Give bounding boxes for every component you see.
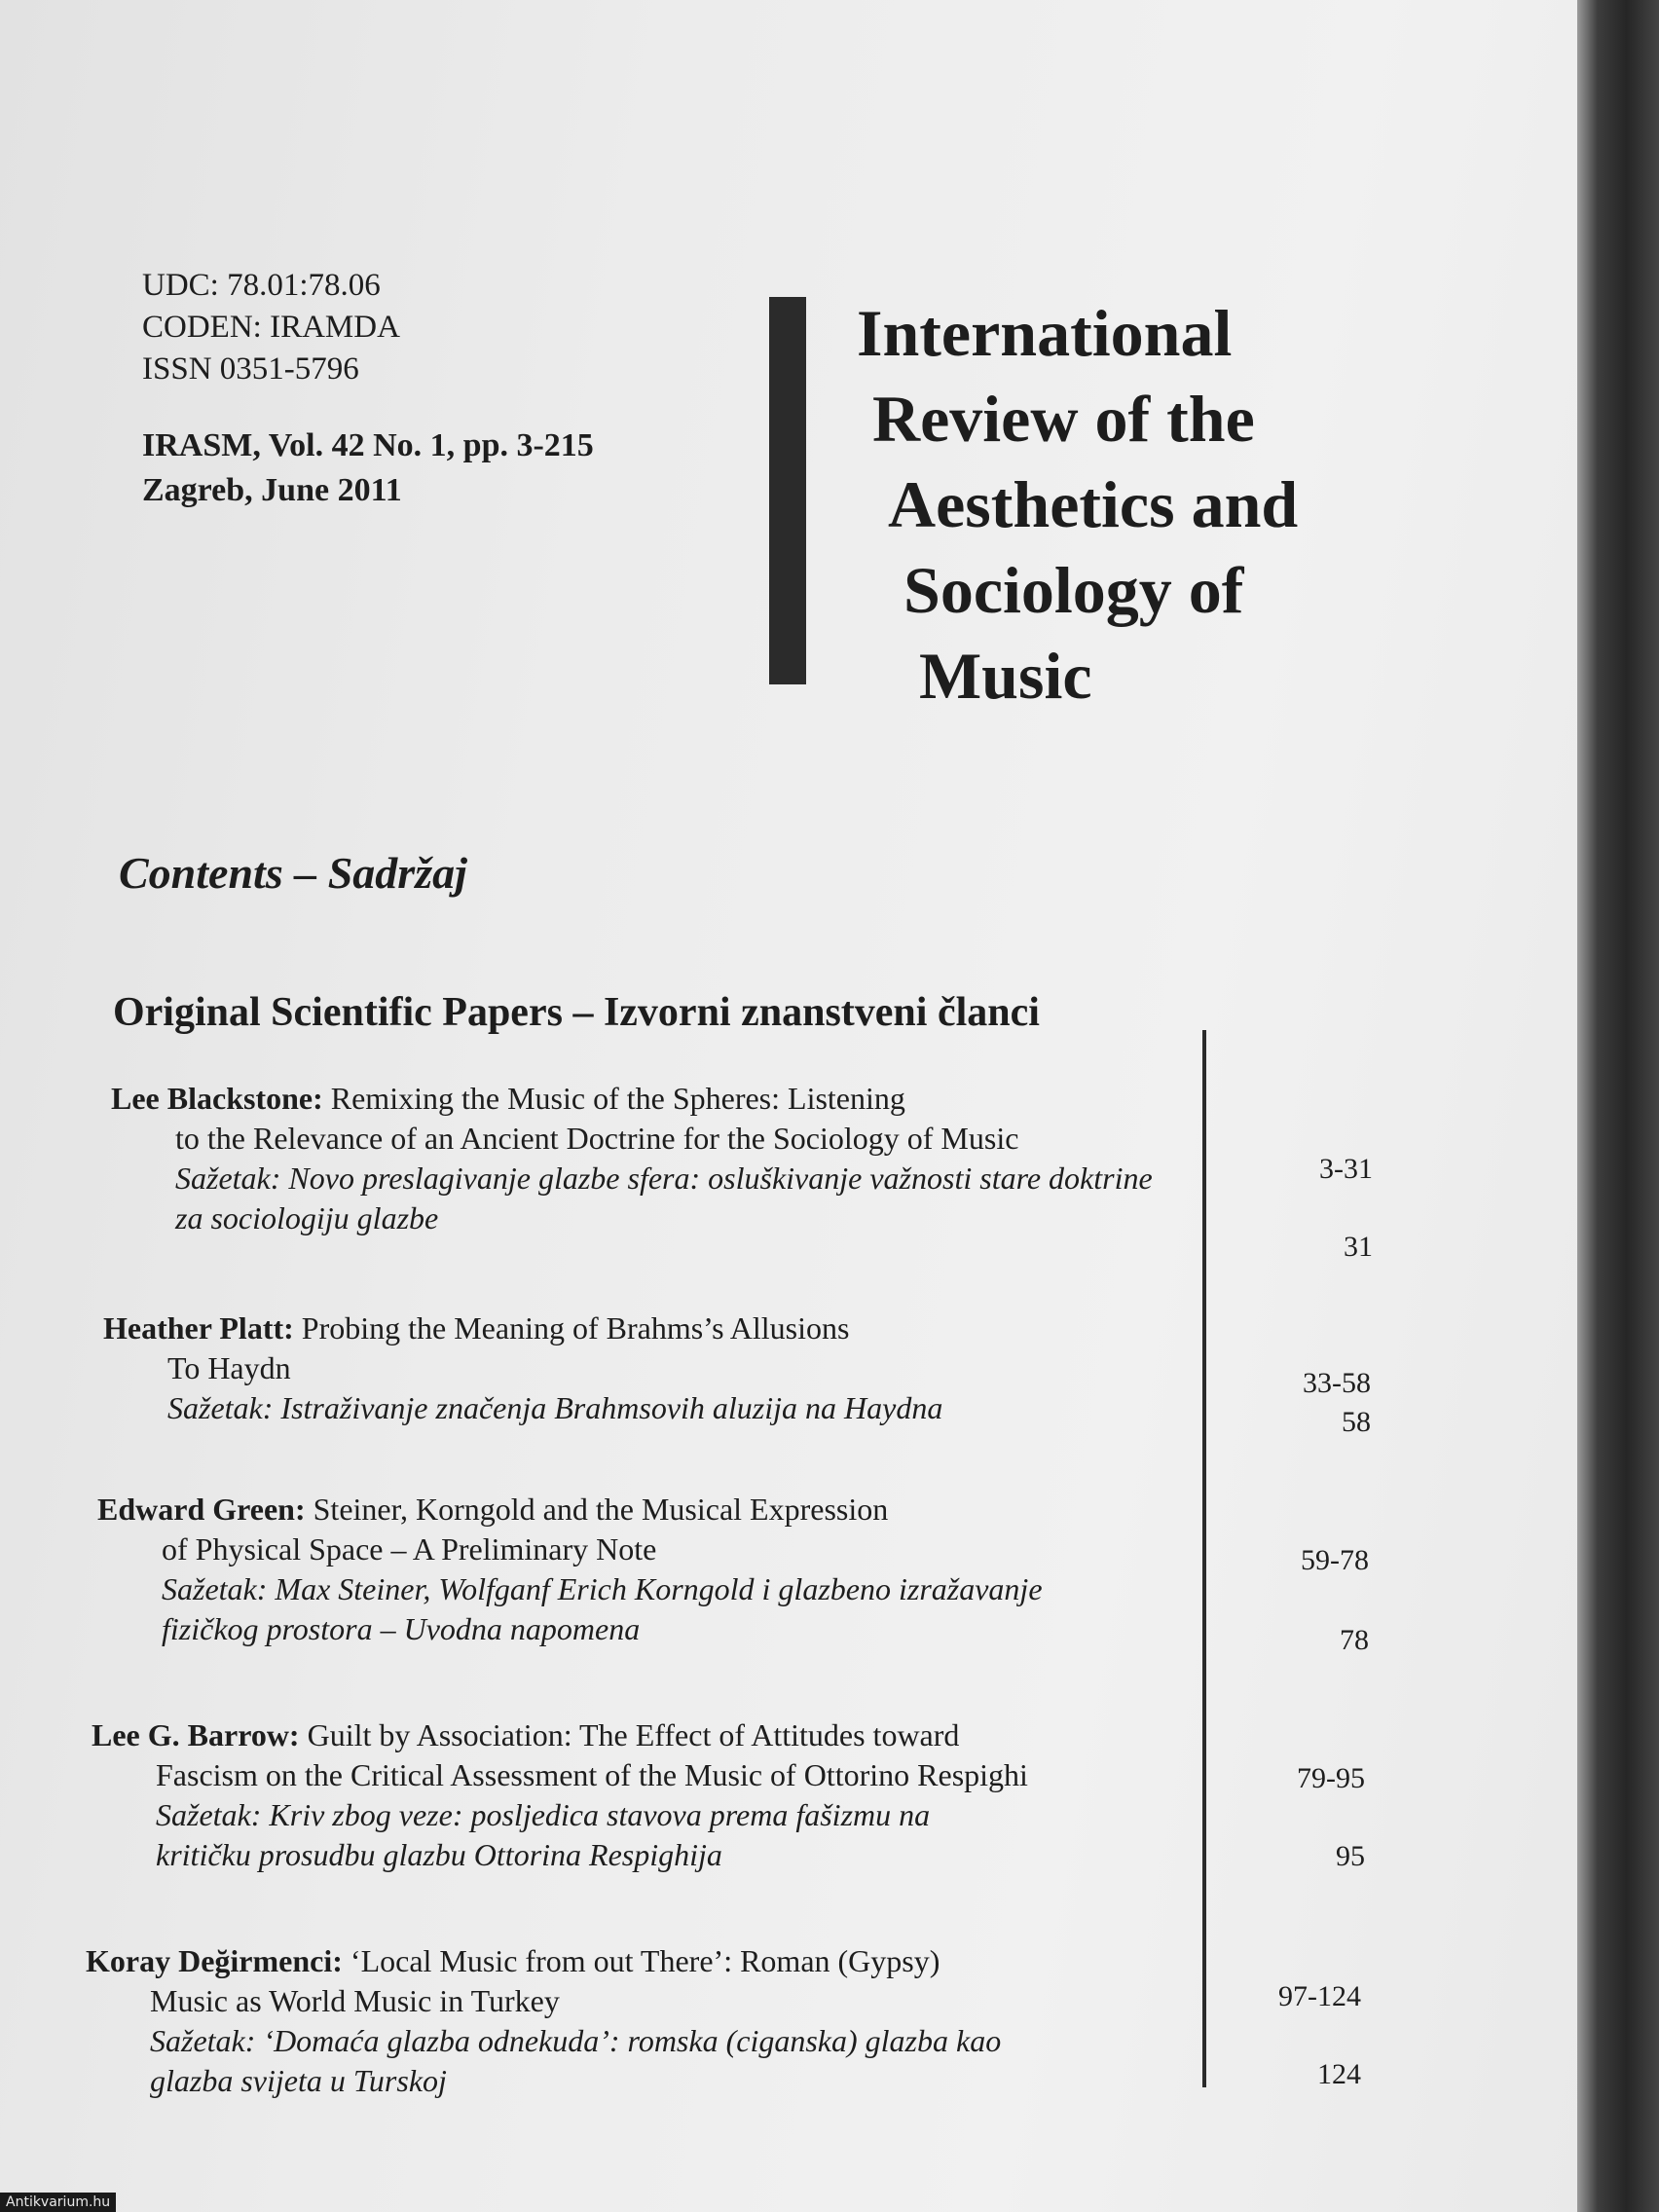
entry-summary: Sažetak: ‘Domaća glazba odnekuda’: romska (ciganska) glazba kao <box>150 2023 1002 2058</box>
entry-summary-page: 95 <box>1336 1840 1365 1872</box>
journal-title-line: International <box>857 296 1233 370</box>
place-date: Zagreb, June 2011 <box>142 472 402 508</box>
entry-pages: 79-95 <box>1297 1762 1365 1794</box>
entry-title-cont: Fascism on the Critical Assessment of the Music of Ottorino Respighi <box>156 1757 1028 1792</box>
toc-entry <box>92 1715 1028 1875</box>
entry-title: Remixing the Music of the Spheres: Listening <box>322 1081 905 1116</box>
entry-pages: 59-78 <box>1301 1544 1369 1576</box>
entry-summary-page: 78 <box>1340 1624 1369 1656</box>
issn-code: ISSN 0351-5796 <box>142 351 359 387</box>
toc-entry <box>111 1079 1153 1238</box>
toc-entry <box>86 1941 1001 2101</box>
book-gutter <box>1577 0 1659 2212</box>
toc-entry <box>97 1490 1043 1649</box>
udc-code: UDC: 78.01:78.06 <box>142 268 381 303</box>
watermark: Antikvarium.hu <box>0 2193 116 2212</box>
entry-summary: Sažetak: Novo preslagivanje glazbe sfera: osluškivanje važnosti stare doktrine <box>175 1161 1153 1196</box>
entry-summary-page: 124 <box>1317 2058 1361 2090</box>
entry-summary-cont: fizičkog prostora – Uvodna napomena <box>162 1611 641 1646</box>
journal-title-line: Aesthetics and <box>888 467 1299 541</box>
coden-code: CODEN: IRAMDA <box>142 310 400 345</box>
entry-title-cont: To Haydn <box>167 1350 291 1385</box>
journal-title <box>857 290 1298 719</box>
entry-title: ‘Local Music from out There’: Roman (Gypsy) <box>342 1943 940 1978</box>
title-rule <box>769 297 806 684</box>
entry-author: Heather Platt: <box>103 1310 294 1346</box>
section-heading: Original Scientific Papers – Izvorni znanstveni članci <box>113 990 1040 1035</box>
entry-author: Edward Green: <box>97 1492 306 1527</box>
entry-pages: 33-58 <box>1303 1367 1371 1399</box>
entry-pages: 3-31 <box>1319 1153 1373 1185</box>
entry-summary-cont: glazba svijeta u Turskoj <box>150 2063 447 2098</box>
journal-title-line: Sociology of <box>903 553 1244 627</box>
entry-summary-cont: za sociologiju glazbe <box>175 1200 439 1235</box>
entry-summary-page: 31 <box>1344 1231 1373 1263</box>
publication-metadata <box>142 265 594 513</box>
entry-title-cont: Music as World Music in Turkey <box>150 1983 560 2018</box>
entry-author: Lee Blackstone: <box>111 1081 323 1116</box>
entry-author: Koray Değirmenci: <box>86 1943 343 1978</box>
entry-title: Guilt by Association: The Effect of Attitudes toward <box>299 1717 960 1752</box>
entry-summary-cont: kritičku prosudbu glazbu Ottorina Respighija <box>156 1837 722 1872</box>
entry-title: Probing the Meaning of Brahms’s Allusions <box>293 1310 850 1346</box>
entry-author: Lee G. Barrow: <box>92 1717 300 1752</box>
entry-title: Steiner, Korngold and the Musical Expression <box>305 1492 889 1527</box>
volume-info: IRASM, Vol. 42 No. 1, pp. 3-215 <box>142 427 594 463</box>
toc-entry <box>103 1309 942 1428</box>
journal-title-line: Music <box>919 639 1092 713</box>
entry-summary: Sažetak: Istraživanje značenja Brahmsovih aluzija na Haydna <box>167 1390 943 1425</box>
entry-summary: Sažetak: Kriv zbog veze: posljedica stavova prema fašizmu na <box>156 1797 931 1832</box>
entry-title-cont: to the Relevance of an Ancient Doctrine for the Sociology of Music <box>175 1121 1019 1156</box>
entry-pages: 97-124 <box>1278 1980 1361 2012</box>
contents-heading: Contents – Sadržaj <box>119 848 467 898</box>
journal-title-line: Review of the <box>872 382 1255 456</box>
entry-summary-page: 58 <box>1342 1406 1371 1438</box>
entry-title-cont: of Physical Space – A Preliminary Note <box>162 1531 657 1567</box>
entry-summary: Sažetak: Max Steiner, Wolfganf Erich Korngold i glazbeno izražavanje <box>162 1571 1043 1606</box>
